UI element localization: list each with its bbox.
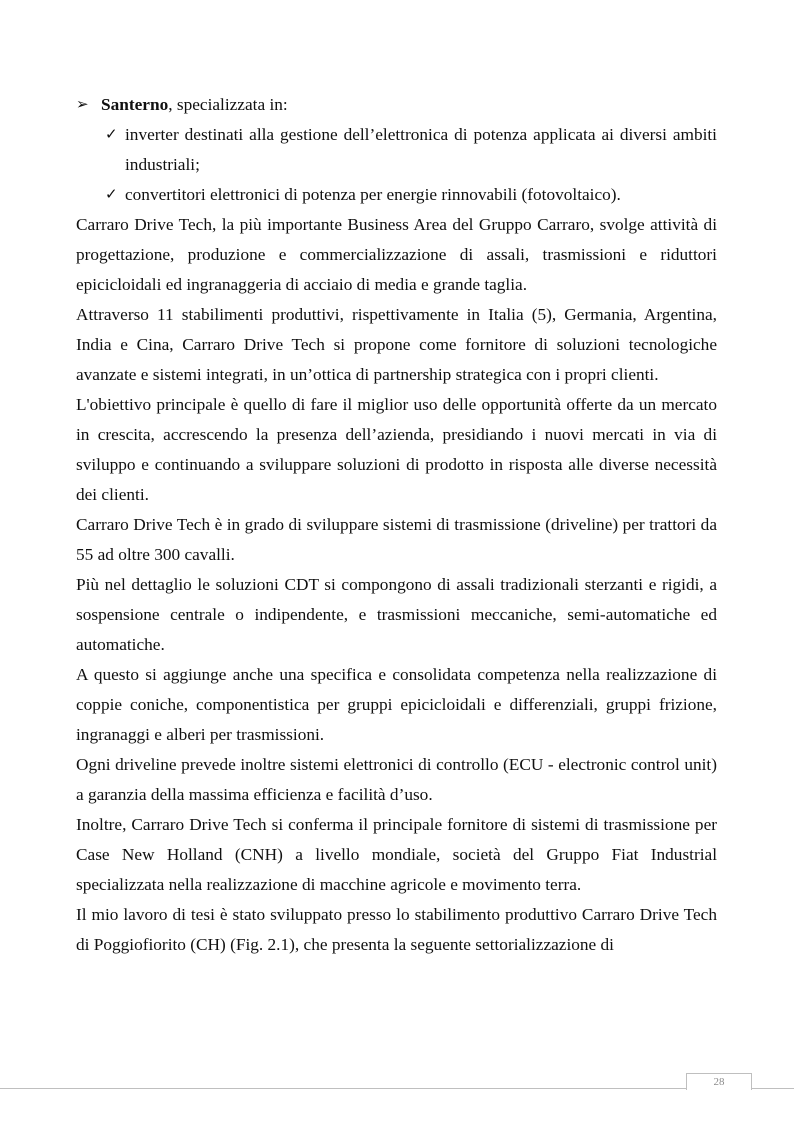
- check-icon: ✓: [105, 187, 118, 203]
- paragraph: Il mio lavoro di tesi è stato sviluppato presso lo stabilimento produttivo Carraro Drive Tech di Poggiofiorito (CH) (Fig. 2.1), che presenta la seguente settorializzazione di: [76, 905, 717, 954]
- check-item: [76, 120, 717, 180]
- check-icon: ✓: [105, 127, 118, 143]
- paragraph: Ogni driveline prevede inoltre sistemi elettronici di controllo (ECU - electronic control unit) a garanzia della massima efficienza e facilità d’uso.: [76, 755, 717, 804]
- paragraph: Carraro Drive Tech, la più importante Business Area del Gruppo Carraro, svolge attività di progettazione, produzione e commercializzazione di assali, trasmissioni e riduttori epicicloidali ed ingranaggeria di acciaio di media e grande taglia.: [76, 215, 717, 294]
- page-number: 28: [686, 1073, 752, 1090]
- bullet-item-santerno: [76, 90, 717, 120]
- check-item-text: inverter destinati alla gestione dell’elettronica di potenza applicata ai diversi ambiti industriali;: [125, 125, 717, 174]
- arrow-bullet-icon: ➢: [76, 97, 89, 113]
- paragraph: Più nel dettaglio le soluzioni CDT si compongono di assali tradizionali sterzanti e rigidi, a sospensione centrale o indipendente, e trasmissioni meccaniche, semi-automatiche ed automatiche.: [76, 575, 717, 654]
- paragraph: Attraverso 11 stabilimenti produttivi, rispettivamente in Italia (5), Germania, Argentina, India e Cina, Carraro Drive Tech si propone come fornitore di soluzioni tecnologiche avanzate e sistemi integrati, in un’ottica di partnership strategica con i propri clienti.: [76, 305, 717, 384]
- paragraph: A questo si aggiunge anche una specifica e consolidata competenza nella realizzazione di coppie coniche, componentistica per gruppi epicicloidali e differenziali, gruppi frizione, ingranaggi e alberi per trasmissioni.: [76, 665, 717, 744]
- paragraph: Inoltre, Carraro Drive Tech si conferma il principale fornitore di sistemi di trasmissione per Case New Holland (CNH) a livello mondiale, società del Gruppo Fiat Industrial specializzata nella realizzazione di macchine agricole e movimento terra.: [76, 815, 717, 894]
- footer-divider: [0, 1088, 794, 1089]
- check-item: [76, 180, 717, 210]
- check-item-text: convertitori elettronici di potenza per energie rinnovabili (fotovoltaico).: [125, 185, 621, 204]
- paragraph: Carraro Drive Tech è in grado di sviluppare sistemi di trasmissione (driveline) per trattori da 55 ad oltre 300 cavalli.: [76, 515, 717, 564]
- page-body: [76, 90, 717, 960]
- paragraph: L'obiettivo principale è quello di fare il miglior uso delle opportunità offerte da un mercato in crescita, accrescendo la presenza dell’azienda, presidiando i nuovi mercati in via di sviluppo e continuando a sviluppare soluzioni di prodotto in risposta alle diverse necessità dei clienti.: [76, 395, 717, 504]
- company-name: Santerno: [101, 95, 169, 114]
- bullet-text: , specializzata in:: [168, 95, 288, 114]
